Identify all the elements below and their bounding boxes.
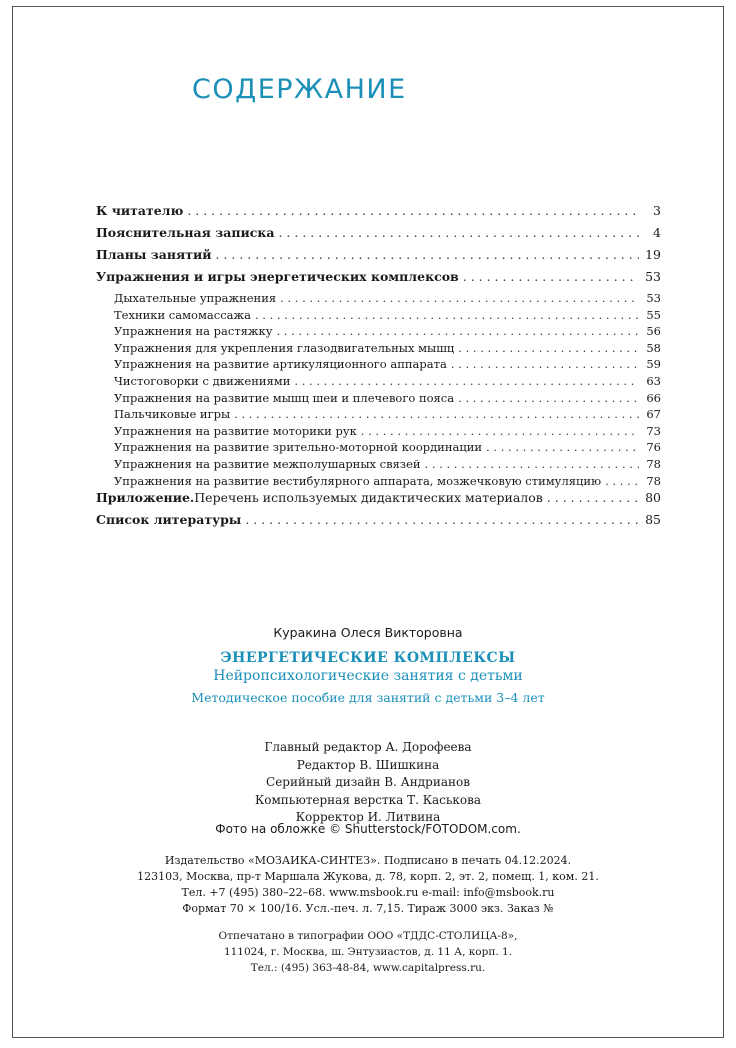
toc-leader-dots bbox=[280, 291, 639, 305]
toc-leader-dots bbox=[451, 357, 639, 371]
toc-page-number: 67 bbox=[646, 407, 661, 422]
credit-line: Серийный дизайн В. Андрианов bbox=[266, 775, 470, 789]
toc-entry-title: Список литературы bbox=[96, 512, 242, 528]
toc-page-number: 63 bbox=[646, 373, 661, 388]
toc-page-number: 53 bbox=[645, 269, 661, 284]
toc-leader-dots bbox=[255, 308, 639, 322]
toc-entry-title: Упражнения и игры энергетических комплексов bbox=[96, 269, 459, 284]
toc-entry bbox=[96, 357, 661, 374]
toc-leader-dots bbox=[187, 203, 639, 218]
toc-entry bbox=[96, 512, 661, 534]
toc-entry bbox=[96, 203, 661, 225]
toc-leader-dots bbox=[245, 512, 639, 527]
toc-entry-title: Упражнения на развитие мышц шеи и плечевого пояса bbox=[114, 390, 455, 405]
contents-heading: СОДЕРЖАНИЕ bbox=[192, 74, 407, 105]
toc-entry-title: Упражнения на развитие межполушарных связей bbox=[114, 456, 421, 471]
toc-page-number: 80 bbox=[645, 490, 661, 506]
toc-leader-dots bbox=[458, 391, 639, 405]
toc-entry bbox=[96, 407, 661, 424]
toc-leader-dots bbox=[547, 490, 639, 505]
toc-entry-title: Пальчиковые игры bbox=[114, 407, 231, 422]
publisher-info bbox=[40, 853, 696, 917]
toc-leader-dots bbox=[605, 474, 639, 488]
toc-entry-title: Упражнения на развитие артикуляционного аппарата bbox=[114, 357, 447, 372]
toc-page-number: 66 bbox=[646, 390, 661, 405]
toc-leader-dots bbox=[425, 457, 639, 471]
toc-page-number: 85 bbox=[645, 512, 661, 528]
credit-line: Редактор В. Шишкина bbox=[296, 757, 440, 772]
toc-entry-title: Упражнения на растяжку bbox=[114, 324, 273, 339]
toc-entry bbox=[96, 490, 661, 512]
toc-entry bbox=[96, 374, 661, 391]
toc-page-number: 55 bbox=[646, 307, 661, 322]
publisher-line: Формат 70 × 100/16. Усл.-печ. л. 7,15. Тираж 3000 экз. Заказ № bbox=[182, 902, 554, 915]
toc-leader-dots bbox=[486, 440, 639, 454]
book-author: Куракина Олеся Викторовна bbox=[273, 625, 463, 640]
editorial-credits bbox=[40, 739, 696, 827]
printer-line: Отпечатано в типографии ООО «ТДДС-СТОЛИЦА-8», bbox=[218, 930, 518, 942]
toc-page-number: 76 bbox=[646, 440, 661, 455]
toc-page-number: 59 bbox=[646, 357, 661, 372]
toc-entry-title: Упражнения на развитие моторики рук bbox=[114, 423, 357, 438]
toc-leader-dots bbox=[458, 341, 639, 355]
toc-leader-dots bbox=[216, 247, 640, 262]
toc-entry bbox=[96, 391, 661, 408]
toc-entry bbox=[96, 225, 661, 247]
toc-leader-dots bbox=[276, 324, 639, 338]
toc-entry-title: Пояснительная записка bbox=[96, 225, 275, 240]
toc-page-number: 19 bbox=[645, 247, 661, 262]
printer-line: Тел.: (495) 363-48-84, www.capitalpress.ru. bbox=[250, 962, 486, 974]
toc-page-number: 73 bbox=[646, 423, 661, 438]
publisher-line: 123103, Москва, пр-т Маршала Жукова, д. 78, корп. 2, эт. 2, помещ. 1, ком. 21. bbox=[137, 870, 599, 883]
toc-entry bbox=[96, 424, 661, 441]
publisher-line: Издательство «МОЗАИКА-СИНТЕЗ». Подписано в печать 04.12.2024. bbox=[164, 854, 572, 867]
toc-entry bbox=[96, 457, 661, 474]
credit-line: Компьютерная верстка Т. Каськова bbox=[254, 792, 482, 807]
toc-page-number: 56 bbox=[646, 324, 661, 339]
toc-leader-dots bbox=[294, 374, 639, 388]
toc-leader-dots bbox=[234, 407, 639, 421]
toc-entry-title: К читателю bbox=[96, 203, 184, 218]
toc-page-number: 58 bbox=[646, 340, 661, 355]
toc-entry-title: Чистоговорки с движениями bbox=[114, 373, 291, 388]
toc-page-number: 78 bbox=[646, 473, 661, 488]
table-of-contents bbox=[96, 203, 661, 534]
toc-page-number: 78 bbox=[646, 456, 661, 471]
toc-page-number: 3 bbox=[653, 203, 661, 218]
toc-entry bbox=[96, 247, 661, 269]
publisher-line: Тел. +7 (495) 380–22–68. www.msbook.ru e-mail: info@msbook.ru bbox=[181, 886, 555, 899]
credit-line: Главный редактор А. Дорофеева bbox=[264, 740, 472, 754]
toc-entry-title: Упражнения для укрепления глазодвигательных мышц bbox=[114, 340, 455, 355]
printer-line: 111024, г. Москва, ш. Энтузиастов, д. 11 А, корп. 1. bbox=[223, 946, 513, 958]
toc-entry bbox=[96, 308, 661, 325]
book-description: Методическое пособие для занятий с детьми 3–4 лет bbox=[191, 690, 545, 705]
toc-entry bbox=[96, 291, 661, 308]
photo-credit: Фото на обложке © Shutterstock/FOTODOM.com. bbox=[215, 822, 521, 836]
toc-leader-dots bbox=[463, 269, 639, 284]
toc-entry-title: Приложение. bbox=[96, 490, 195, 506]
toc-leader-dots bbox=[278, 225, 639, 240]
toc-entry bbox=[96, 324, 661, 341]
toc-entry bbox=[96, 474, 661, 491]
toc-entry bbox=[96, 440, 661, 457]
toc-entry-title: Дыхательные упражнения bbox=[114, 291, 277, 305]
toc-page-number: 53 bbox=[646, 291, 661, 305]
toc-entry bbox=[96, 341, 661, 358]
toc-leader-dots bbox=[361, 424, 639, 438]
book-subtitle: Нейропсихологические занятия с детьми bbox=[213, 668, 523, 684]
toc-entry-title: Планы занятий bbox=[96, 247, 212, 262]
toc-entry bbox=[96, 269, 661, 291]
toc-page-number: 4 bbox=[653, 225, 661, 240]
toc-entry-title: Техники самомассажа bbox=[114, 307, 251, 322]
printer-info bbox=[40, 928, 696, 976]
book-title: ЭНЕРГЕТИЧЕСКИЕ КОМПЛЕКСЫ bbox=[220, 650, 516, 666]
toc-entry-title: Упражнения на развитие зрительно-моторной координации bbox=[114, 440, 483, 455]
toc-entry-title: Упражнения на развитие вестибулярного аппарата, мозжечковую стимуляцию bbox=[114, 473, 602, 488]
credit-line: Корректор И. Литвина bbox=[295, 810, 441, 824]
toc-entry-subtitle: Перечень используемых дидактических материалов bbox=[194, 490, 543, 506]
